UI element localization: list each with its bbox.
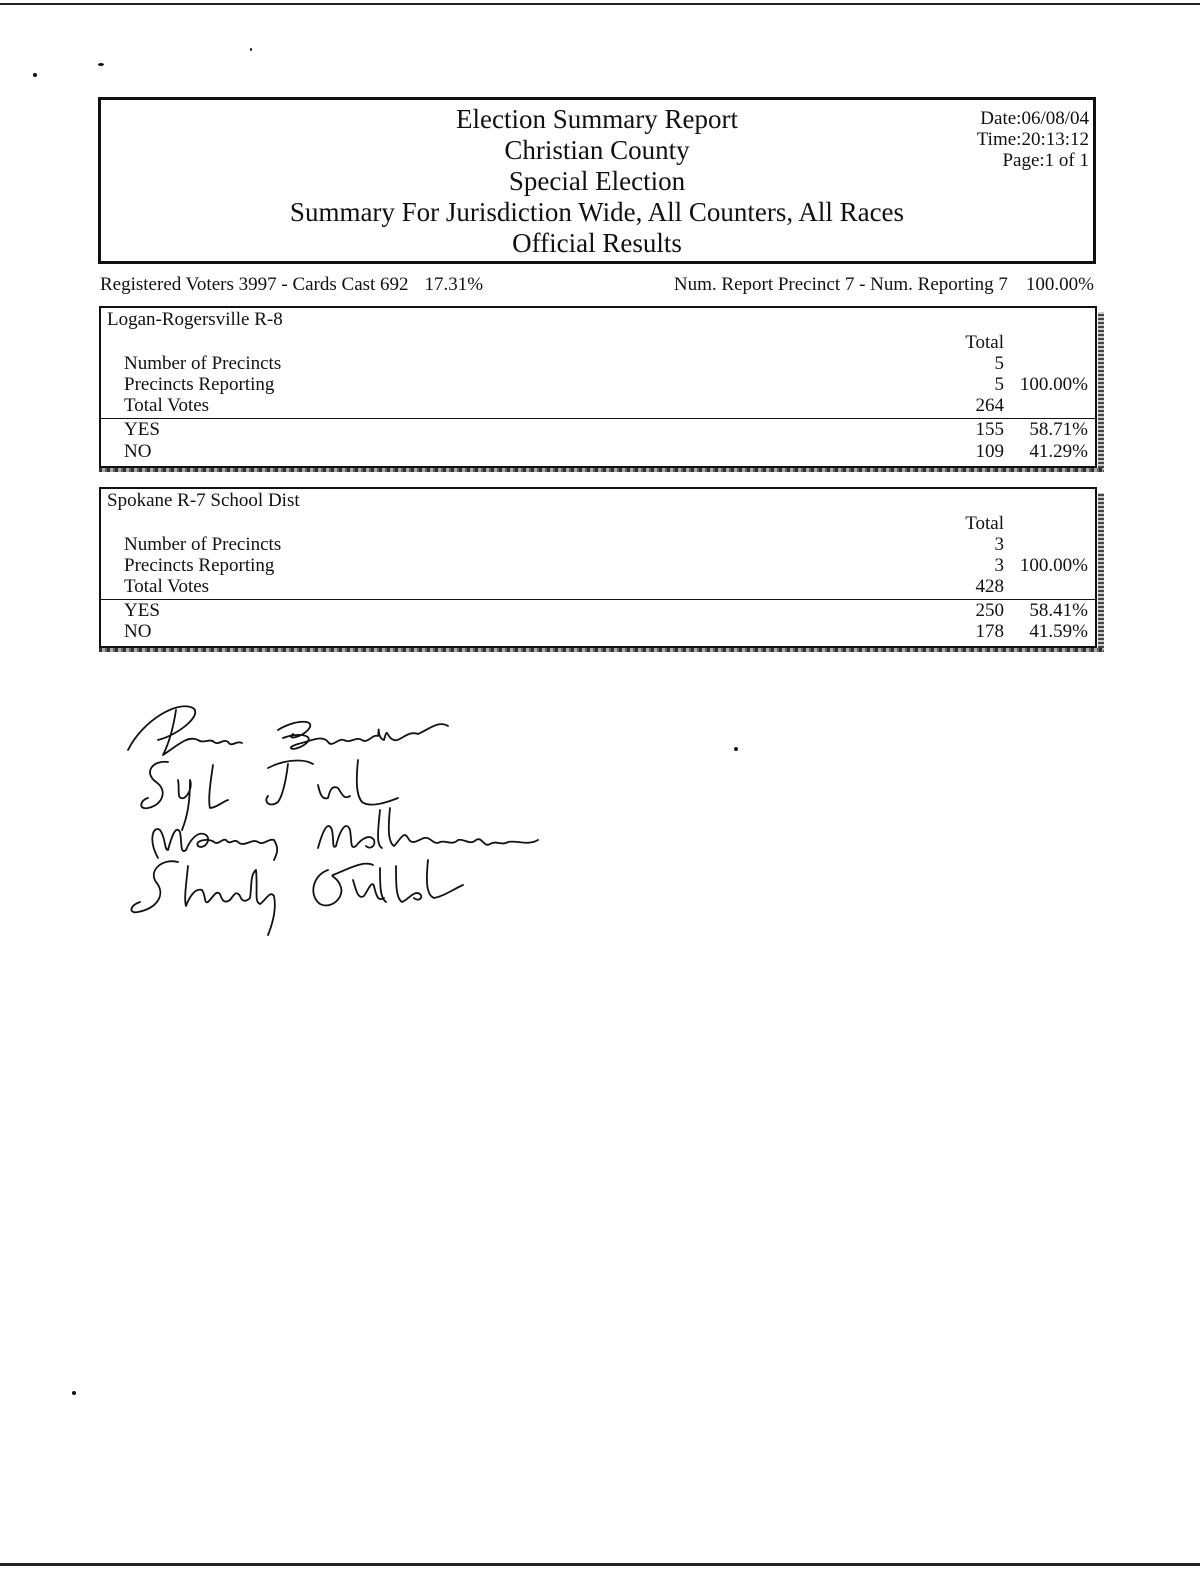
report-title-line: Official Results: [512, 228, 682, 258]
report-title-line: Election Summary Report: [456, 104, 738, 134]
box-shadow: [1098, 493, 1104, 652]
table-row: [101, 353, 1095, 375]
box-shadow: [1098, 312, 1104, 472]
column-header-total: Total: [965, 332, 1004, 353]
race-name: Spokane R-7 School Dist: [107, 490, 300, 511]
table-row: [101, 621, 1095, 643]
row-label: Number of Precincts: [124, 534, 282, 555]
row-value: 264: [975, 395, 1004, 416]
row-label: YES: [124, 600, 160, 621]
table-row: [101, 419, 1095, 441]
scan-edge-top: [0, 3, 1200, 5]
precinct-summary: [674, 274, 1094, 296]
reporting-percent: 100.00%: [1025, 274, 1094, 295]
report-title-line: Christian County: [504, 135, 690, 165]
report-title-line: Summary For Jurisdiction Wide, All Counters, All Races: [289, 197, 905, 227]
scan-speck: [734, 747, 738, 751]
row-percent: 58.71%: [1029, 419, 1088, 440]
scan-speck: [33, 73, 37, 77]
row-value: 5: [994, 353, 1004, 374]
report-time: Time:20:13:12: [976, 129, 1089, 150]
row-value: 155: [975, 419, 1004, 440]
row-value: 109: [975, 441, 1004, 462]
table-row: [101, 441, 1095, 463]
row-percent: 58.41%: [1029, 600, 1088, 621]
table-row: [101, 534, 1095, 556]
row-percent: 100.00%: [1019, 555, 1088, 576]
table-row: [101, 374, 1095, 396]
signature-1: [128, 706, 448, 755]
row-value: 3: [994, 555, 1004, 576]
row-label: Total Votes: [124, 395, 210, 416]
row-label: YES: [124, 419, 160, 440]
report-title-line: Special Election: [508, 166, 686, 196]
scan-edge-bottom: [0, 1563, 1200, 1566]
row-value: 5: [994, 374, 1004, 395]
signature-2: [141, 760, 398, 830]
table-row: [101, 576, 1095, 598]
row-percent: 41.29%: [1029, 441, 1088, 462]
report-title: [101, 104, 1093, 259]
voter-summary: [100, 274, 483, 296]
row-value: 428: [975, 576, 1004, 597]
row-percent: 100.00%: [1019, 374, 1088, 395]
row-label: Number of Precincts: [124, 353, 282, 374]
race-name: Logan-Rogersville R-8: [107, 309, 283, 330]
scan-speck: [98, 63, 104, 66]
row-percent: 41.59%: [1029, 621, 1088, 642]
race-box: [99, 487, 1097, 648]
row-label: Precincts Reporting: [124, 555, 275, 576]
signatures-block: [118, 690, 558, 940]
voter-summary-text: Registered Voters 3997 - Cards Cast 692: [100, 274, 409, 295]
row-value: 178: [975, 621, 1004, 642]
row-label: NO: [124, 621, 152, 642]
scan-speck: [250, 48, 252, 51]
precinct-summary-text: Num. Report Precinct 7 - Num. Reporting 7: [673, 274, 1008, 295]
race-box: [99, 306, 1097, 468]
signature-4: [131, 860, 463, 935]
table-row: [101, 395, 1095, 417]
report-meta: [977, 108, 1089, 171]
report-page: Page:1 of 1: [1002, 150, 1089, 171]
scan-speck: [72, 1391, 76, 1395]
column-header-total: Total: [965, 513, 1004, 534]
table-row: [101, 600, 1095, 622]
signature-3: [152, 808, 538, 860]
table-row: [101, 555, 1095, 577]
row-label: Total Votes: [124, 576, 210, 597]
row-label: NO: [124, 441, 152, 462]
row-value: 3: [994, 534, 1004, 555]
report-date: Date:06/08/04: [980, 108, 1089, 129]
row-value: 250: [975, 600, 1004, 621]
row-label: Precincts Reporting: [124, 374, 275, 395]
report-header-box: [98, 97, 1096, 264]
turnout-percent: 17.31%: [424, 274, 484, 295]
